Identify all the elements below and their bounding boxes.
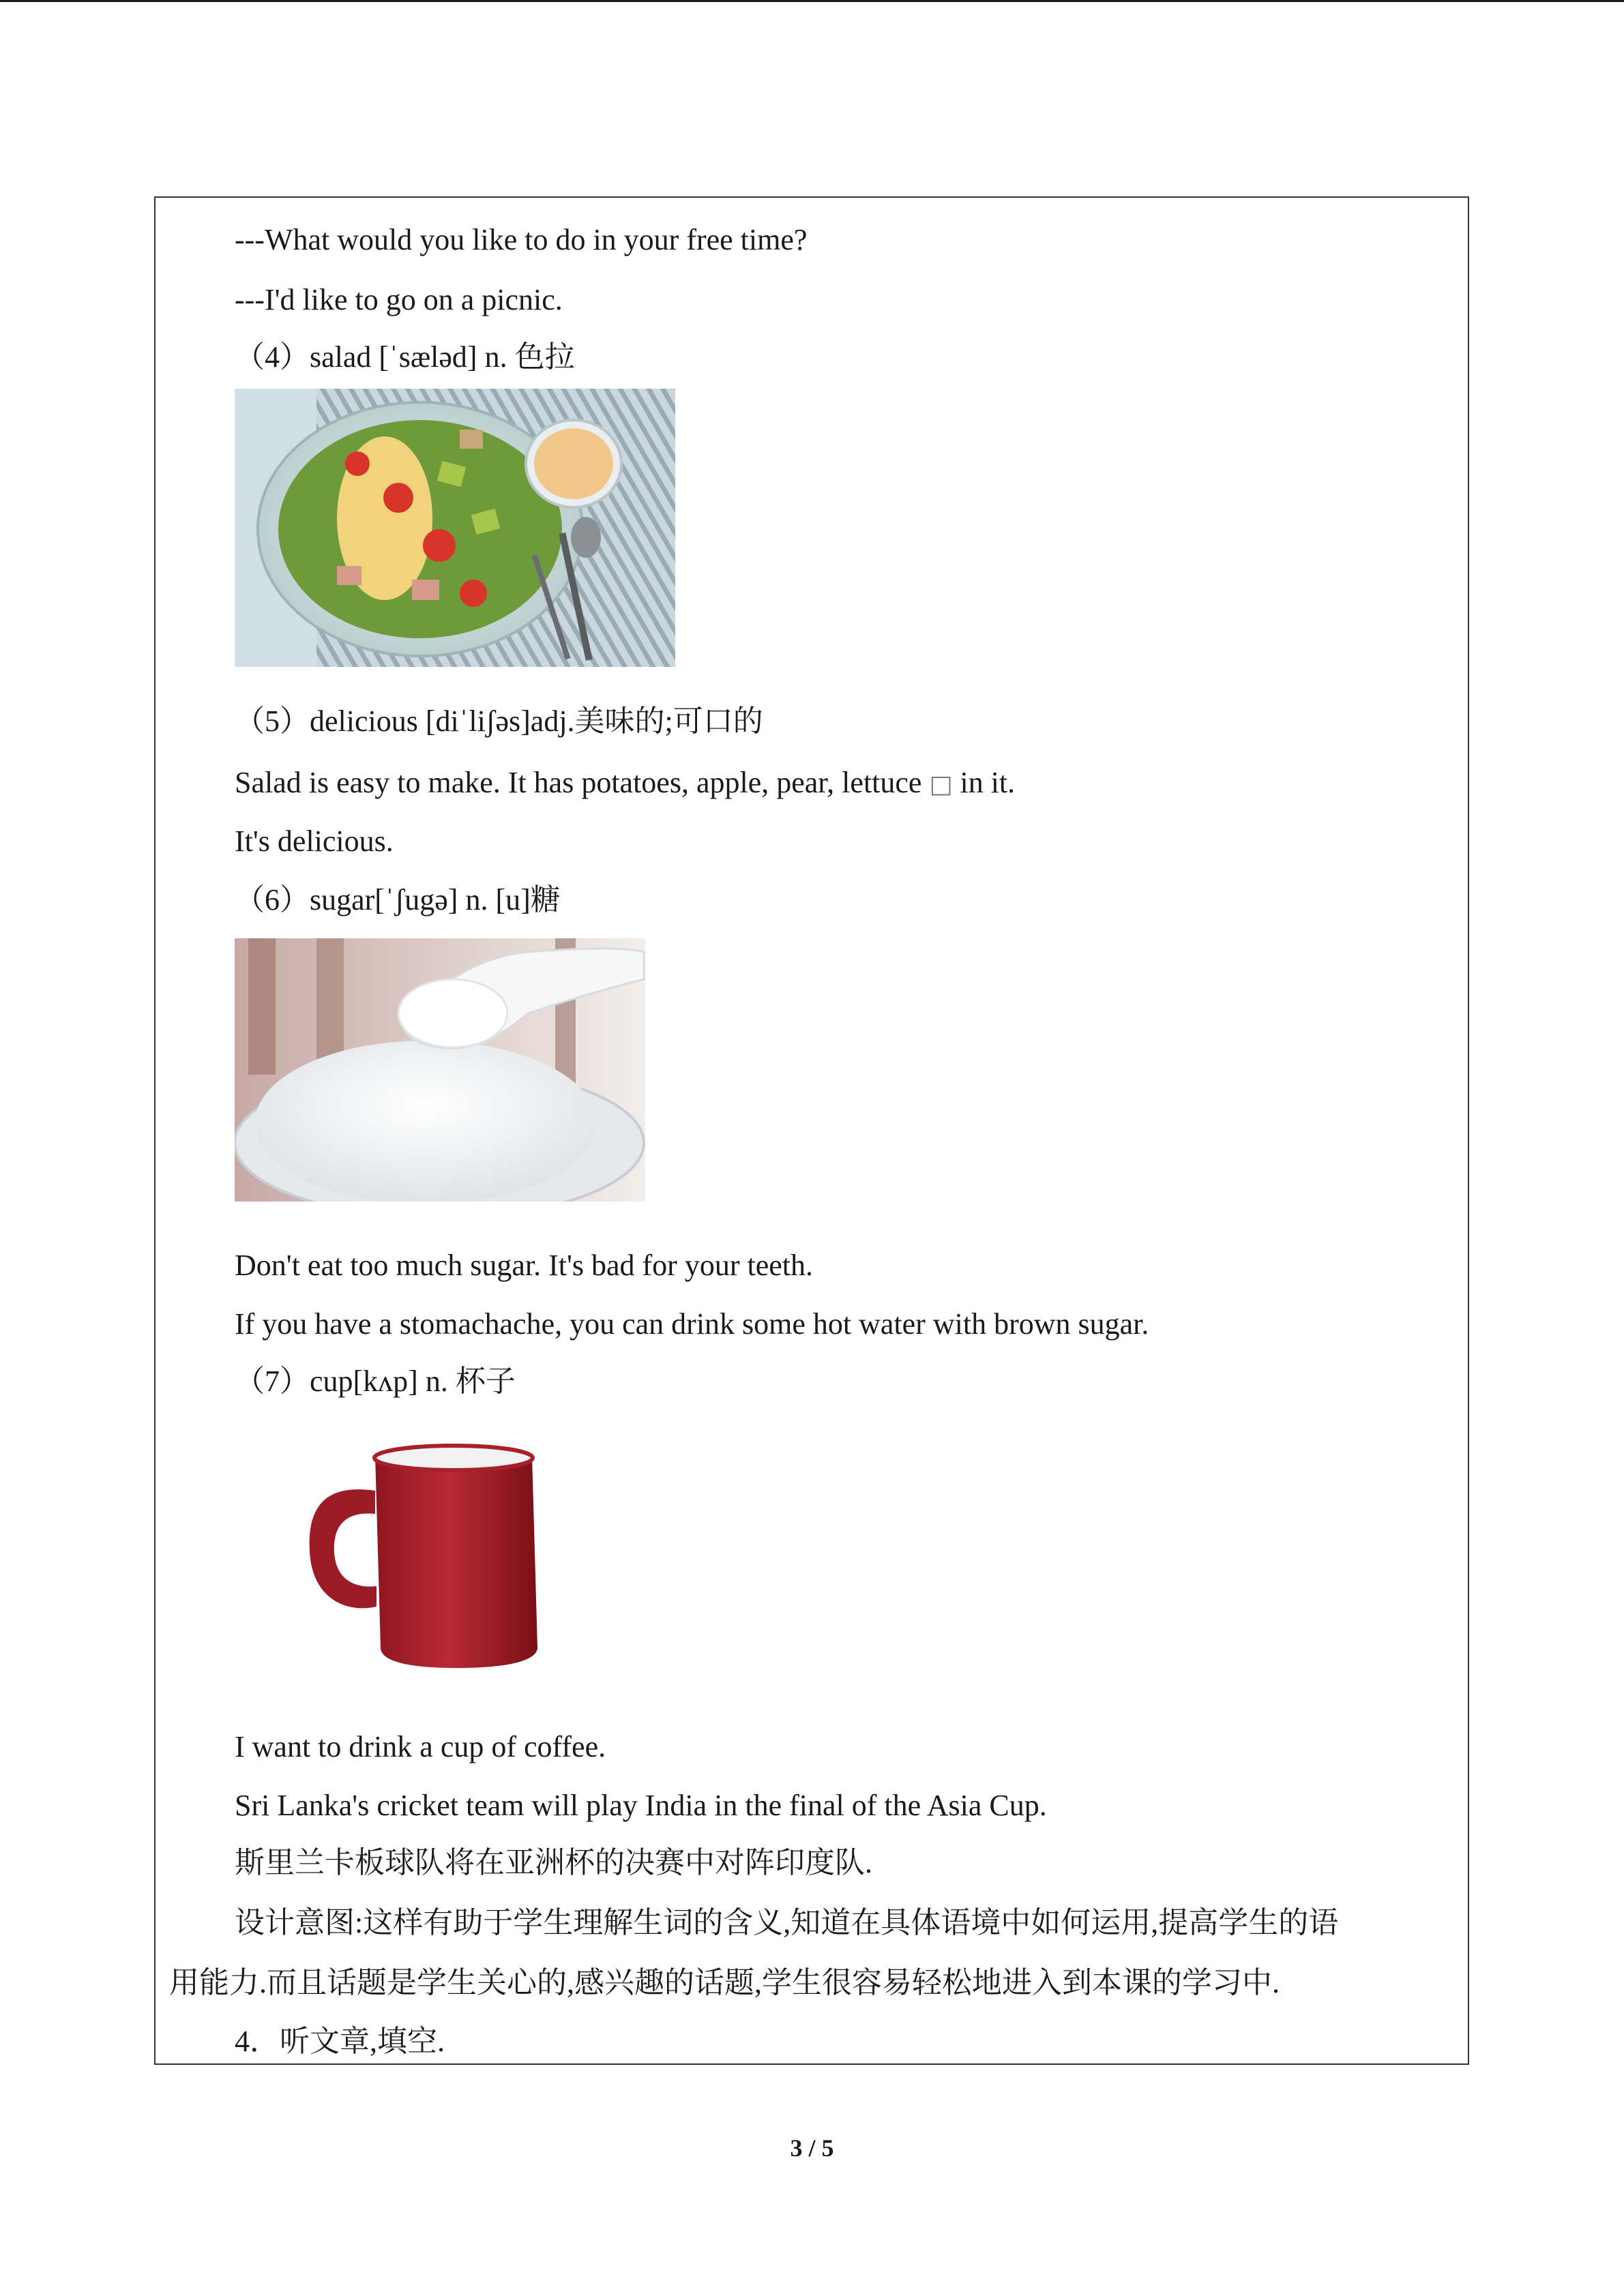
dialog-answer: ---I'd like to go on a picnic. (235, 283, 563, 316)
vocab-salad: （4）salad [ˈsæləd] n. 色拉 (235, 340, 575, 374)
example-cup-translation: 斯里兰卡板球队将在亚洲杯的决赛中对阵印度队. (235, 1846, 872, 1879)
example-sugar-2: If you have a stomachache, you can drink some hot water with brown sugar. (235, 1307, 1149, 1341)
sugar-photo (235, 938, 645, 1202)
vocab-cup: （7）cup[kʌp] n. 杯子 (235, 1365, 516, 1398)
cup-photo (300, 1443, 546, 1675)
top-rule (0, 0, 1624, 2)
example-delicious: It's delicious. (235, 824, 394, 858)
example-salad-end: in it. (952, 766, 1016, 799)
design-intent-line-1: 设计意图:这样有助于学生理解生词的含义,知道在具体语境中如何运用,提高学生的语 (235, 1906, 1339, 1939)
vocab-sugar: （6）sugar[ˈʃugə] n. [u]糖 (235, 883, 561, 916)
example-cup-2: Sri Lanka's cricket team will play India in the final of the Asia Cup. (235, 1789, 1047, 1822)
salad-photo (235, 389, 675, 667)
step-4-heading: 4．听文章,填空. (235, 2025, 445, 2058)
example-salad (235, 764, 1015, 804)
square-glyph: □ (929, 771, 953, 799)
dialog-question: ---What would you like to do in your free time? (235, 223, 808, 256)
design-intent-line-2: 用能力.而且话题是学生关心的,感兴趣的话题,学生很容易轻松地进入到本课的学习中. (169, 1966, 1280, 1999)
page-number: 3 / 5 (790, 2134, 834, 2162)
vocab-delicious: （5）delicious [diˈliʃəs]adj.美味的;可口的 (235, 704, 763, 738)
example-cup-1: I want to drink a cup of coffee. (235, 1730, 606, 1763)
example-sugar-1: Don't eat too much sugar. It's bad for your teeth. (235, 1249, 813, 1282)
example-salad-start: Salad is easy to make. It has potatoes, apple, pear, lettuce (235, 766, 930, 799)
